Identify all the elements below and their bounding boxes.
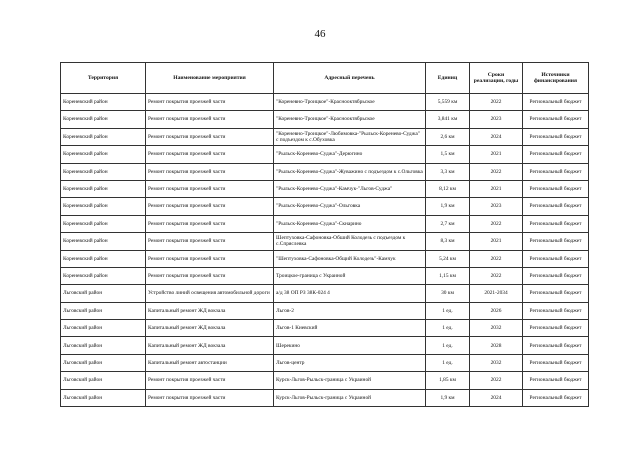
cell-source: Региональный бюджет — [523, 372, 589, 389]
projects-table — [60, 62, 589, 407]
cell-source: Региональный бюджет — [523, 302, 589, 319]
table-row — [61, 285, 589, 302]
table-row — [61, 198, 589, 215]
cell-territory: Льговский район — [61, 302, 146, 319]
table-row — [61, 163, 589, 180]
cell-address: "Рыльск-Коренево-Суджа"-Скнарино — [274, 215, 426, 232]
cell-territory: Кореневский район — [61, 111, 146, 128]
cell-event: Капитальный ремонт ЖД вокзала — [146, 302, 274, 319]
table-row — [61, 302, 589, 319]
cell-address: Льгов-2 — [274, 302, 426, 319]
table-row — [61, 354, 589, 371]
cell-address: "Шептуховка-Сафоновка-Общий Колодезь"-Камчук — [274, 250, 426, 267]
cell-territory: Кореневский район — [61, 233, 146, 250]
cell-territory: Кореневский район — [61, 146, 146, 163]
page-number: 46 — [314, 28, 326, 40]
cell-territory: Кореневский район — [61, 198, 146, 215]
cell-event: Ремонт покрытия проезжей части — [146, 94, 274, 111]
cell-term: 2024 — [470, 389, 523, 406]
cell-term: 2023 — [470, 198, 523, 215]
cell-units: 3,3 км — [426, 163, 470, 180]
table-row — [61, 111, 589, 128]
cell-event: Капитальный ремонт ЖД вокзала — [146, 320, 274, 337]
cell-units: 1,5 км — [426, 146, 470, 163]
cell-units: 8,12 км — [426, 180, 470, 197]
table-row — [61, 389, 589, 406]
cell-term: 2022 — [470, 372, 523, 389]
cell-address: а/д 38 ОП РЗ 38К-024 4 — [274, 285, 426, 302]
cell-address: "Рыльск-Коренево-Суджа"-Жуважино с подъездом к с.Ольговка — [274, 163, 426, 180]
table-header-row — [61, 63, 589, 94]
table-row — [61, 180, 589, 197]
cell-source: Региональный бюджет — [523, 233, 589, 250]
table-row — [61, 128, 589, 145]
cell-event: Ремонт покрытия проезжей части — [146, 215, 274, 232]
cell-source: Региональный бюджет — [523, 337, 589, 354]
cell-address: Льгов-1 Киевский — [274, 320, 426, 337]
cell-address: Льгов-центр — [274, 354, 426, 371]
cell-territory: Кореневский район — [61, 94, 146, 111]
cell-event: Ремонт покрытия проезжей части — [146, 389, 274, 406]
cell-address: Шерекино — [274, 337, 426, 354]
header-event: Наименование мероприятия — [146, 63, 274, 94]
cell-term: 2024 — [470, 128, 523, 145]
cell-term: 2022 — [470, 250, 523, 267]
table-row — [61, 337, 589, 354]
cell-event: Ремонт покрытия проезжей части — [146, 198, 274, 215]
cell-event: Ремонт покрытия проезжей части — [146, 180, 274, 197]
cell-event: Ремонт покрытия проезжей части — [146, 372, 274, 389]
header-address: Адресный перечень — [274, 63, 426, 94]
cell-units: 1 ед. — [426, 337, 470, 354]
table-row — [61, 233, 589, 250]
cell-source: Региональный бюджет — [523, 250, 589, 267]
cell-units: 3,841 км — [426, 111, 470, 128]
cell-source: Региональный бюджет — [523, 285, 589, 302]
cell-address: "Кореневно-Троицкое"-Краснооктябрьское — [274, 94, 426, 111]
cell-units: 2,6 км — [426, 128, 470, 145]
cell-address: "Рыльск-Коренево-Суджа"-Ольговка — [274, 198, 426, 215]
table-row — [61, 372, 589, 389]
cell-source: Региональный бюджет — [523, 389, 589, 406]
cell-units: 1,9 км — [426, 198, 470, 215]
cell-event: Ремонт покрытия проезжей части — [146, 163, 274, 180]
cell-event: Ремонт покрытия проезжей части — [146, 111, 274, 128]
cell-term: 2022 — [470, 267, 523, 284]
cell-source: Региональный бюджет — [523, 163, 589, 180]
cell-address: "Кореневно-Троицкое"-Любимовка-"Рыльск-Коренево-Суджа" с подъездом к с.Обуховка — [274, 128, 426, 145]
cell-territory: Льговский район — [61, 337, 146, 354]
table-row — [61, 94, 589, 111]
cell-source: Региональный бюджет — [523, 180, 589, 197]
cell-territory: Кореневский район — [61, 215, 146, 232]
cell-term: 2028 — [470, 337, 523, 354]
cell-source: Региональный бюджет — [523, 215, 589, 232]
cell-event: Капитальный ремонт ЖД вокзала — [146, 337, 274, 354]
cell-term: 2022 — [470, 215, 523, 232]
cell-address: Шептуховка-Сафоновка-Обший Колодезь с подъездом к с.Спряслевка — [274, 233, 426, 250]
cell-source: Региональный бюджет — [523, 128, 589, 145]
cell-address: "Рыльск-Коренево-Суджа"-Дерюгино — [274, 146, 426, 163]
cell-territory: Кореневский район — [61, 250, 146, 267]
table-row — [61, 250, 589, 267]
cell-source: Региональный бюджет — [523, 146, 589, 163]
cell-units: 2,7 км — [426, 215, 470, 232]
cell-address: "Кореневно-Троицкое"-Краснооктябрьское — [274, 111, 426, 128]
cell-source: Региональный бюджет — [523, 320, 589, 337]
cell-source: Региональный бюджет — [523, 198, 589, 215]
cell-source: Региональный бюджет — [523, 94, 589, 111]
cell-units: 1,9 км — [426, 389, 470, 406]
cell-term: 2021 — [470, 180, 523, 197]
cell-term: 2021 — [470, 146, 523, 163]
cell-units: 1 ед. — [426, 354, 470, 371]
cell-units: 5,559 км — [426, 94, 470, 111]
table-row — [61, 267, 589, 284]
cell-units: 30 км — [426, 285, 470, 302]
cell-event: Устройство линий освещения автомобильной дороги — [146, 285, 274, 302]
cell-term: 2022 — [470, 94, 523, 111]
cell-term: 2021 — [470, 233, 523, 250]
cell-units: 1 ед. — [426, 302, 470, 319]
header-source: Источники финансирования — [523, 63, 589, 94]
table-row — [61, 320, 589, 337]
cell-term: 2032 — [470, 354, 523, 371]
cell-units: 5,24 км — [426, 250, 470, 267]
cell-term: 2026 — [470, 302, 523, 319]
cell-term: 2021-2034 — [470, 285, 523, 302]
cell-territory: Льговский район — [61, 285, 146, 302]
cell-event: Ремонт покрытия проезжей части — [146, 267, 274, 284]
cell-territory: Льговский район — [61, 372, 146, 389]
cell-territory: Кореневский район — [61, 267, 146, 284]
cell-units: 1,15 км — [426, 267, 470, 284]
cell-units: 1 ед. — [426, 320, 470, 337]
cell-event: Ремонт покрытия проезжей части — [146, 128, 274, 145]
table-row — [61, 215, 589, 232]
cell-event: Капитальный ремонт автостанции — [146, 354, 274, 371]
header-units: Единиц — [426, 63, 470, 94]
cell-term: 2032 — [470, 320, 523, 337]
header-territory: Территория — [61, 63, 146, 94]
cell-territory: Льговский район — [61, 320, 146, 337]
cell-address: "Рыльск-Коренево-Суджа"-Камчук-"Льгов-Суджа" — [274, 180, 426, 197]
cell-territory: Кореневский район — [61, 180, 146, 197]
cell-territory: Льговский район — [61, 354, 146, 371]
cell-event: Ремонт покрытия проезжей части — [146, 250, 274, 267]
cell-territory: Льговский район — [61, 389, 146, 406]
cell-event: Ремонт покрытия проезжей части — [146, 146, 274, 163]
cell-territory: Кореневский район — [61, 163, 146, 180]
cell-source: Региональный бюджет — [523, 354, 589, 371]
cell-event: Ремонт покрытия проезжей части — [146, 233, 274, 250]
table-row — [61, 146, 589, 163]
cell-source: Региональный бюджет — [523, 267, 589, 284]
cell-units: 8,3 км — [426, 233, 470, 250]
table-body — [61, 94, 589, 407]
cell-source: Региональный бюджет — [523, 111, 589, 128]
cell-territory: Кореневский район — [61, 128, 146, 145]
cell-address: Курск-Льгов-Рыльск-граница с Украиной — [274, 372, 426, 389]
cell-term: 2022 — [470, 163, 523, 180]
cell-address: Троицкое-граница с Украиной — [274, 267, 426, 284]
cell-units: 1,85 км — [426, 372, 470, 389]
header-term: Сроки реализации, годы — [470, 63, 523, 94]
cell-term: 2023 — [470, 111, 523, 128]
cell-address: Курск-Льгов-Рыльск-граница с Украиной — [274, 389, 426, 406]
